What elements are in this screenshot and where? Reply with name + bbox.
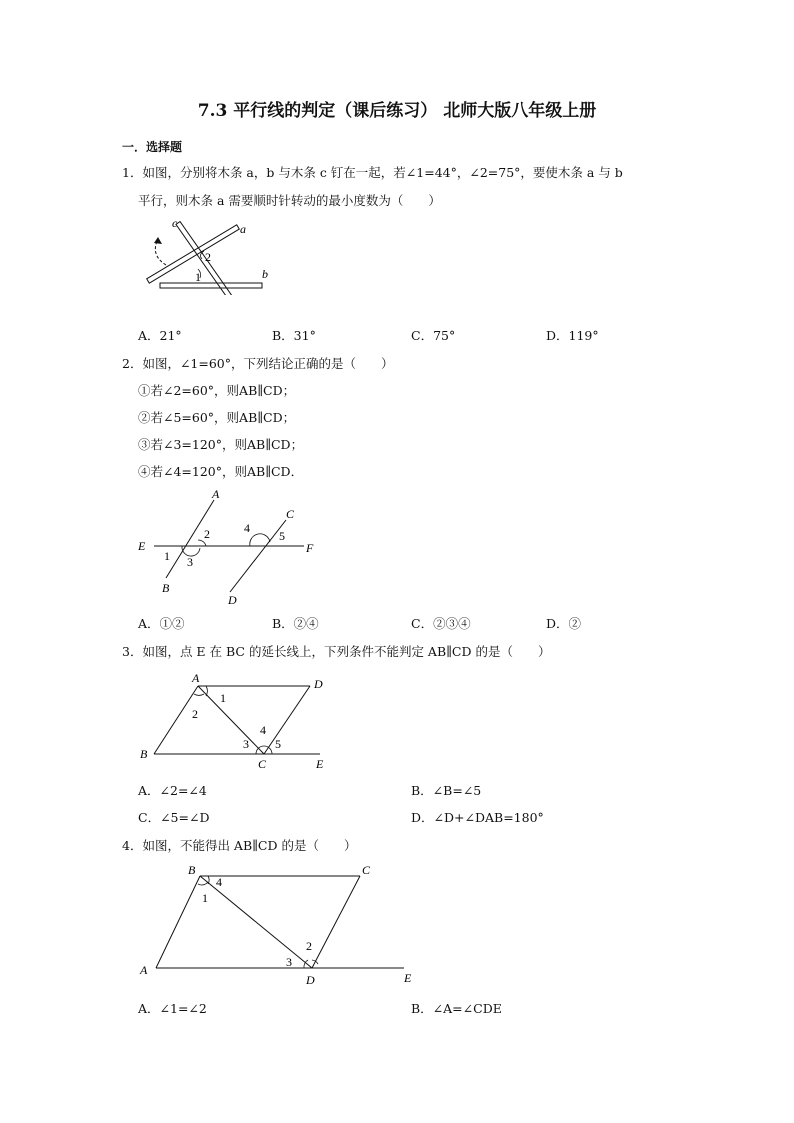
- q3-stem: 3．如图，点 E 在 BC 的延长线上，下列条件不能判定 AB∥CD 的是（ ）: [122, 644, 551, 659]
- q1-label-1: 1: [195, 270, 201, 284]
- q3-option-c[interactable]: C．∠5=∠D: [138, 810, 210, 825]
- q3-label-c: C: [258, 757, 267, 771]
- q1-option-c[interactable]: C．75°: [411, 328, 456, 343]
- q3-label-a: A: [192, 671, 200, 685]
- q1-stick-b: [160, 283, 262, 288]
- q2-option-b[interactable]: B．②④: [272, 616, 319, 631]
- q3-option-d[interactable]: D．∠D+∠DAB=180°: [411, 810, 544, 825]
- q4-label-b: B: [188, 863, 196, 877]
- q4-label-1: 1: [202, 891, 208, 905]
- q2-stem: 2．如图，∠1=60°，下列结论正确的是（ ）: [122, 356, 394, 371]
- q2-label-c: C: [286, 507, 295, 521]
- q4-label-c: C: [362, 863, 371, 877]
- q3-label-3: 3: [243, 737, 249, 751]
- q1-label-c: c: [172, 216, 178, 230]
- q1-stem-line1: 1．如图，分别将木条 a，b 与木条 c 钉在一起，若∠1=44°，∠2=75°，要使木条 a 与 b: [122, 165, 623, 180]
- q2-statement-3: ③若∠3=120°，则AB∥CD；: [138, 437, 304, 452]
- q1-label-2: 2: [205, 250, 211, 264]
- q4-label-a: A: [140, 963, 148, 977]
- q4-segment-bd: [200, 876, 312, 968]
- q2-label-1: 1: [164, 549, 170, 563]
- q2-label-2: 2: [204, 527, 210, 541]
- q4-label-d: D: [306, 973, 315, 987]
- q3-label-d: D: [314, 677, 323, 691]
- q3-label-2: 2: [192, 707, 198, 721]
- q2-label-b: B: [162, 581, 170, 595]
- q2-label-3: 3: [187, 555, 193, 569]
- q2-label-d: D: [228, 593, 237, 607]
- q1-option-a[interactable]: A．21°: [138, 328, 182, 343]
- q1-label-b: b: [262, 267, 268, 281]
- q2-label-4: 4: [244, 521, 250, 535]
- q3-label-1: 1: [220, 691, 226, 705]
- q1-option-d[interactable]: D．119°: [546, 328, 599, 343]
- q3-option-a[interactable]: A．∠2=∠4: [138, 783, 207, 798]
- q2-statement-2: ②若∠5=60°，则AB∥CD；: [138, 410, 296, 425]
- q2-option-d[interactable]: D．②: [546, 616, 582, 631]
- q2-statement-4: ④若∠4=120°，则AB∥CD．: [138, 464, 304, 479]
- q4-option-b[interactable]: B．∠A=∠CDE: [411, 1001, 502, 1016]
- q1-stem-line2: 平行，则木条 a 需要顺时针转动的最小度数为（ ）: [138, 193, 441, 208]
- q1-arrowhead-icon: [154, 237, 162, 244]
- q3-label-4: 4: [260, 723, 266, 737]
- q1-stick-a: [147, 225, 240, 283]
- q3-segment-cd: [264, 686, 310, 754]
- q3-angle-arc-4: [256, 746, 272, 754]
- q4-stem: 4．如图，不能得出 AB∥CD 的是（ ）: [122, 838, 357, 853]
- q3-segment-ac: [198, 686, 264, 754]
- q3-label-5: 5: [275, 737, 281, 751]
- q3-angle-arc-2: [194, 694, 204, 695]
- q4-segment-ab: [156, 876, 200, 968]
- q4-label-e: E: [404, 971, 412, 985]
- q1-label-a: a: [240, 222, 246, 236]
- q4-angle-arc-4: [208, 876, 209, 884]
- q4-option-a[interactable]: A．∠1=∠2: [138, 1001, 207, 1016]
- q4-figure: [136, 860, 426, 990]
- q2-line-cd: [230, 520, 286, 592]
- q2-label-f: F: [306, 541, 314, 555]
- q3-label-e: E: [316, 757, 324, 771]
- section-heading: 一．选择题: [122, 140, 183, 154]
- q4-angle-arc-1: [198, 882, 208, 885]
- q1-figure: [140, 215, 280, 295]
- q2-option-a[interactable]: A．①②: [138, 616, 185, 631]
- q4-label-2: 2: [306, 939, 312, 953]
- q2-statement-1: ①若∠2=60°，则AB∥CD；: [138, 383, 296, 398]
- q2-label-5: 5: [279, 529, 285, 543]
- q3-figure: [138, 668, 338, 774]
- q4-label-4: 4: [216, 875, 222, 889]
- q2-label-e: E: [138, 539, 146, 553]
- q2-figure: [134, 486, 334, 608]
- q4-segment-cd: [312, 876, 360, 968]
- page-title: 7.3 平行线的判定（课后练习） 北师大版八年级上册: [197, 101, 597, 121]
- q3-option-b[interactable]: B．∠B=∠5: [411, 783, 482, 798]
- q2-label-a: A: [212, 487, 220, 501]
- q4-label-3: 3: [286, 955, 292, 969]
- q2-option-c[interactable]: C．②③④: [411, 616, 471, 631]
- q1-option-b[interactable]: B．31°: [272, 328, 316, 343]
- q3-label-b: B: [140, 747, 148, 761]
